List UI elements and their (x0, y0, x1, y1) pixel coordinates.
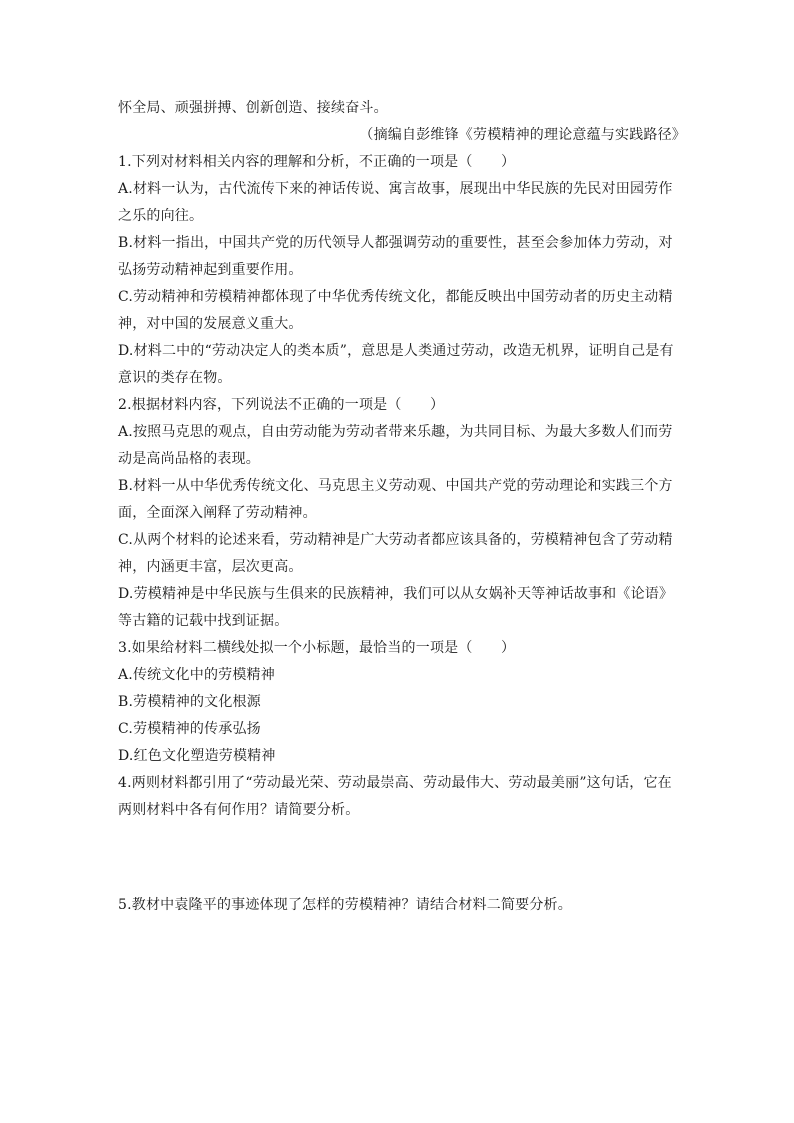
passage-ending: 怀全局、顽强拼搏、创新创造、接续奋斗。 (118, 100, 388, 116)
option-a: A.材料一认为，古代流传下来的神话传说、寓言故事，展现出中华民族的先民对田园劳作之乐的向往。 (118, 181, 673, 224)
question-stem: 1.下列对材料相关内容的理解和分析，不正确的一项是（ ） (118, 154, 516, 170)
question-1 (118, 149, 676, 392)
question-stem: 3.如果给材料二横线处拟一个小标题，最恰当的一项是（ ） (118, 640, 516, 656)
option-c: C.劳动精神和劳模精神都体现了中华优秀传统文化，都能反映出中国劳动者的历史主动精神，对中国的发展意义重大。 (118, 289, 673, 332)
option-a: A.传统文化中的劳模精神 (118, 667, 275, 683)
question-2 (118, 392, 676, 635)
source-citation: （摘编自彭维锋《劳模精神的理论意蕴与实践路径》 (359, 127, 686, 143)
option-d: D.红色文化塑造劳模精神 (118, 748, 276, 764)
option-c: C.从两个材料的论述来看，劳动精神是广大劳动者都应该具备的，劳模精神包含了劳动精神，内涵更丰富，层次更高。 (118, 532, 673, 575)
question-stem: 2.根据材料内容，下列说法不正确的一项是（ ） (118, 397, 445, 413)
option-b: B.材料一指出，中国共产党的历代领导人都强调劳动的重要性，甚至会参加体力劳动，对弘扬劳动精神起到重要作用。 (118, 235, 673, 278)
question-stem: 5.教材中袁隆平的事迹体现了怎样的劳模精神？请结合材料二简要分析。 (118, 897, 572, 913)
option-b: B.劳模精神的文化根源 (118, 694, 261, 710)
answer-space (118, 824, 676, 892)
option-b: B.材料一从中华优秀传统文化、马克思主义劳动观、中国共产党的劳动理论和实践三个方面，全面深入阐释了劳动精神。 (118, 478, 673, 521)
question-stem: 4.两则材料都引用了“劳动最光荣、劳动最崇高、劳动最伟大、劳动最美丽”这句话，它在两则材料中各有何作用？请简要分析。 (118, 775, 672, 818)
page-content (118, 95, 686, 919)
option-d: D.材料二中的“劳动决定人的类本质”，意思是人类通过劳动，改造无机界，证明自己是有意识的类存在物。 (118, 343, 674, 386)
question-5 (118, 892, 676, 919)
question-3 (118, 635, 676, 770)
question-4 (118, 770, 676, 824)
option-a: A.按照马克思的观点，自由劳动能为劳动者带来乐趣，为共同目标、为最大多数人们而劳动是高尚品格的表现。 (118, 424, 673, 467)
option-c: C.劳模精神的传承弘扬 (118, 721, 261, 737)
option-d: D.劳模精神是中华民族与生俱来的民族精神，我们可以从女娲补天等神话故事和《论语》等古籍的记载中找到证据。 (118, 586, 674, 629)
